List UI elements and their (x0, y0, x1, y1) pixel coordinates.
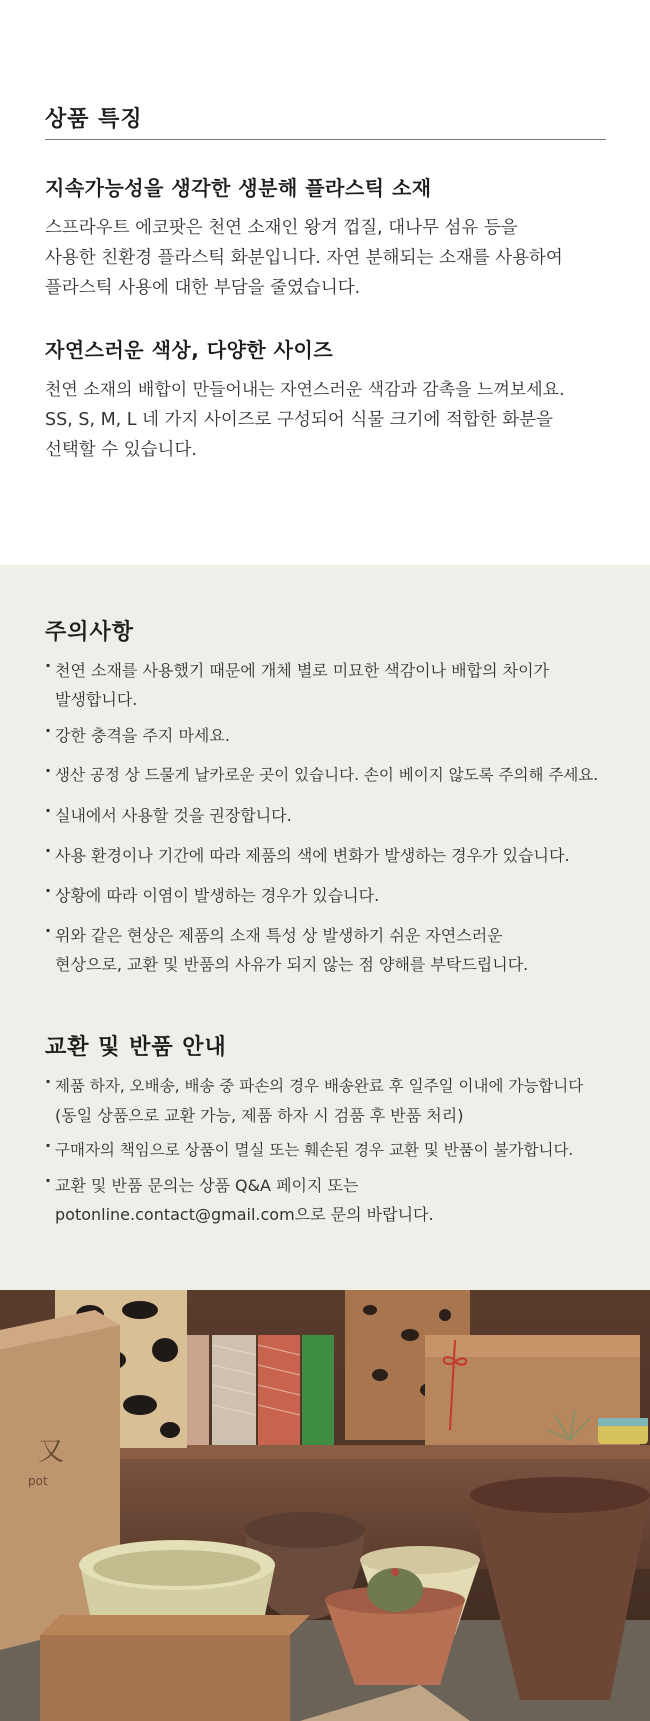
notice-item (45, 841, 635, 870)
notice-item-line: · 강한 충격을 주지 마세요. (55, 726, 230, 745)
kraft-box-front (40, 1635, 290, 1721)
features-section (0, 0, 650, 565)
product-photo-illustration (0, 1290, 650, 1721)
feature-desc-line: SS, S, M, L 네 가지 사이즈로 구성되어 식물 크기에 적합한 화분을 (45, 410, 553, 430)
notice-item-line: 현상으로, 교환 및 반품의 사유가 되지 않는 점 양해를 부탁드립니다. (55, 955, 529, 974)
exchange-item-line: · 제품 하자, 오배송, 배송 중 파손의 경우 배송완료 후 일주일 이내에 가능합니다 (55, 1077, 584, 1095)
box-logo-text: pot (28, 1474, 48, 1488)
twine-spool-4 (302, 1335, 334, 1445)
notice-item-line: · 사용 환경이나 기간에 따라 제품의 색에 변화가 발생하는 경우가 있습니다. (55, 846, 570, 865)
notice-item-line: · 상황에 따라 이염이 발생하는 경우가 있습니다. (55, 886, 380, 905)
notice-item (45, 881, 635, 910)
notice-item-line: · 실내에서 사용할 것을 권장합니다. (55, 806, 292, 825)
feature-desc-line: 선택할 수 있습니다. (45, 440, 197, 460)
notice-item (45, 761, 635, 790)
exchange-item-line: (동일 상품으로 교환 가능, 제품 하자 시 검품 후 반품 처리) (55, 1106, 464, 1125)
box-logo-mark: 又 (38, 1437, 65, 1467)
exchange-list (45, 1072, 635, 1229)
feature-title-sustainability: 지속가능성을 생각한 생분해 플라스틱 소재 (45, 176, 432, 200)
features-title: 상품 특징 (45, 107, 143, 132)
notice-list (45, 656, 635, 979)
notice-item-line: 발생합니다. (55, 690, 138, 709)
exchange-item (45, 1072, 635, 1130)
exchange-item-line: · 구매자의 책임으로 상품이 멸실 또는 훼손된 경우 교환 및 반품이 불가합니다. (55, 1141, 574, 1159)
feature-desc-colors-sizes (45, 375, 635, 465)
exchange-item-line: potonline.contact@gmail.com으로 문의 바랍니다. (55, 1205, 434, 1224)
feature-desc-line: 천연 소재의 배합이 만들어내는 자연스러운 색감과 감촉을 느껴보세요. (45, 380, 565, 400)
feature-desc-line: 플라스틱 사용에 대한 부담을 줄였습니다. (45, 278, 361, 298)
twine-spool-1 (187, 1335, 209, 1445)
notice-section (0, 565, 650, 1290)
notice-item-line: · 생산 공정 상 드물게 날카로운 곳이 있습니다. 손이 베이지 않도록 주의해 주세요. (55, 766, 599, 784)
feature-desc-line: 스프라우트 에코팟은 천연 소재인 왕겨 껍질, 대나무 섬유 등을 (45, 218, 518, 238)
notice-item (45, 921, 635, 979)
notice-title: 주의사항 (45, 620, 135, 645)
exchange-title: 교환 및 반품 안내 (45, 1035, 227, 1060)
notice-item (45, 656, 635, 714)
exchange-item (45, 1136, 635, 1165)
features-divider (45, 139, 606, 140)
feature-desc-line: 사용한 친환경 플라스틱 화분입니다. 자연 분해되는 소재를 사용하여 (45, 248, 563, 268)
exchange-item-line: · 교환 및 반품 문의는 상품 Q&A 페이지 또는 (55, 1176, 359, 1195)
product-photo (0, 1290, 650, 1721)
notice-item-line: · 천연 소재를 사용했기 때문에 개체 별로 미묘한 색감이나 배합의 차이가 (55, 661, 549, 680)
exchange-item (45, 1171, 635, 1229)
notice-item-line: · 위와 같은 현상은 제품의 소재 특성 상 발생하기 쉬운 자연스러운 (55, 926, 503, 945)
feature-desc-sustainability (45, 213, 635, 303)
feature-title-colors-sizes: 자연스러운 색상, 다양한 사이즈 (45, 338, 334, 362)
notice-item (45, 721, 635, 750)
notice-item (45, 801, 635, 830)
